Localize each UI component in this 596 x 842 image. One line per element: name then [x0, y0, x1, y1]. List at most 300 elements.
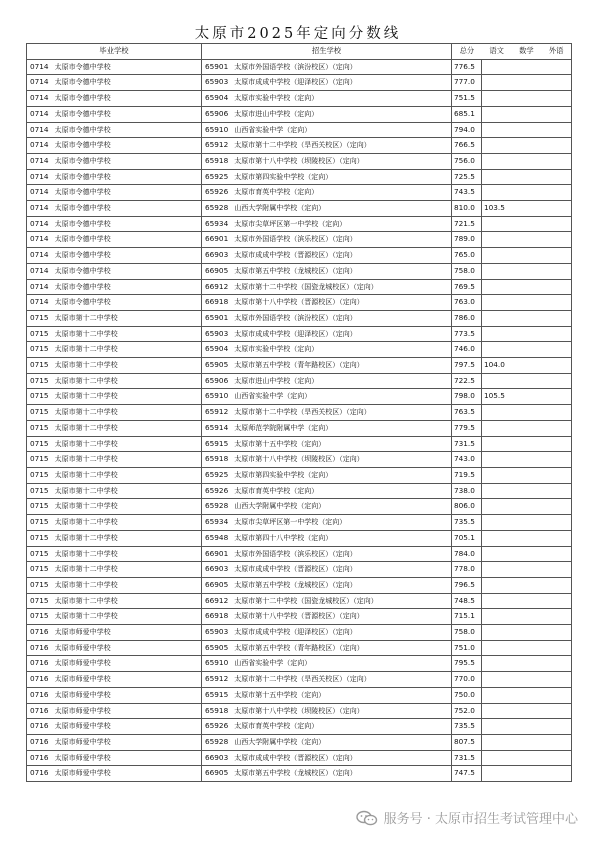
enrollment-school-code: 65928 — [205, 203, 229, 213]
table-row — [27, 687, 572, 703]
enrollment-school-code: 66903 — [205, 752, 229, 762]
graduation-school-name: 太原市第十二中学校 — [54, 533, 118, 542]
graduation-school-code: 0715 — [30, 375, 49, 385]
graduation-school-cell — [27, 452, 202, 468]
table-row — [27, 467, 572, 483]
table-row — [27, 672, 572, 688]
enrollment-school-name: 太原市育英中学校（定向） — [234, 486, 319, 495]
enrollment-school-code: 65918 — [205, 705, 229, 715]
graduation-school-name: 太原市第十二中学校 — [54, 596, 118, 605]
table-row — [27, 106, 572, 122]
enrollment-school-name: 太原市第十五中学校（定向） — [234, 690, 326, 699]
graduation-school-code: 0714 — [30, 171, 49, 181]
graduation-school-cell — [27, 640, 202, 656]
graduation-school-name: 太原市师爱中学校 — [54, 706, 111, 715]
enrollment-school-name: 太原市外国语学校（滨乐校区）（定向） — [234, 235, 357, 244]
enrollment-school-name: 太原市外国语学校（滨乐校区）（定向） — [234, 549, 357, 558]
graduation-school-name: 太原市令德中学校 — [54, 94, 111, 103]
total-score: 770.0 — [452, 672, 482, 688]
enrollment-school-name: 太原市第十五中学校（定向） — [234, 439, 326, 448]
table-row — [27, 452, 572, 468]
chinese-score — [482, 106, 572, 122]
enrollment-school-cell — [202, 373, 452, 389]
enrollment-school-name: 太原市第五中学校（青年路校区）（定向） — [234, 361, 364, 370]
chinese-score — [482, 766, 572, 782]
table-row — [27, 279, 572, 295]
chinese-score — [482, 232, 572, 248]
chinese-score — [482, 326, 572, 342]
total-score: 769.5 — [452, 279, 482, 295]
enrollment-school-cell — [202, 59, 452, 75]
chinese-score: 103.5 — [482, 201, 572, 217]
enrollment-school-cell — [202, 389, 452, 405]
enrollment-school-cell — [202, 766, 452, 782]
chinese-score — [482, 185, 572, 201]
graduation-school-code: 0714 — [30, 250, 49, 260]
enrollment-school-cell — [202, 295, 452, 311]
enrollment-school-cell — [202, 656, 452, 672]
graduation-school-cell — [27, 483, 202, 499]
graduation-school-name: 太原市第十二中学校 — [54, 502, 118, 511]
graduation-school-cell — [27, 625, 202, 641]
enrollment-school-code: 65912 — [205, 407, 229, 417]
chinese-score — [482, 719, 572, 735]
table-row — [27, 310, 572, 326]
graduation-school-cell — [27, 436, 202, 452]
graduation-school-name: 太原市第十二中学校 — [54, 423, 118, 432]
table-row — [27, 248, 572, 264]
graduation-school-name: 太原市第十二中学校 — [54, 565, 118, 574]
graduation-school-cell — [27, 342, 202, 358]
enrollment-school-code: 66912 — [205, 595, 229, 605]
total-score: 807.5 — [452, 734, 482, 750]
table-row — [27, 515, 572, 531]
total-score: 746.0 — [452, 342, 482, 358]
total-score: 786.0 — [452, 310, 482, 326]
graduation-school-code: 0714 — [30, 140, 49, 150]
graduation-school-code: 0716 — [30, 674, 49, 684]
enrollment-school-cell — [202, 687, 452, 703]
graduation-school-name: 太原市师爱中学校 — [54, 628, 111, 637]
graduation-school-cell — [27, 530, 202, 546]
graduation-school-code: 0716 — [30, 721, 49, 731]
graduation-school-code: 0715 — [30, 360, 49, 370]
graduation-school-cell — [27, 656, 202, 672]
enrollment-school-name: 太原市第四实验中学校（定向） — [234, 172, 333, 181]
enrollment-school-name: 太原市第十二中学校（旱西关校区）（定向） — [234, 675, 371, 684]
graduation-school-code: 0716 — [30, 705, 49, 715]
graduation-school-cell — [27, 59, 202, 75]
enrollment-school-name: 太原市实验中学校（定向） — [234, 345, 319, 354]
enrollment-school-name: 太原市成成中学校（迎泽校区）（定向） — [234, 329, 357, 338]
total-score: 731.5 — [452, 750, 482, 766]
table-row — [27, 593, 572, 609]
total-score: 798.0 — [452, 389, 482, 405]
enrollment-school-cell — [202, 420, 452, 436]
total-score: 806.0 — [452, 499, 482, 515]
enrollment-school-code: 66905 — [205, 265, 229, 275]
chinese-score — [482, 452, 572, 468]
enrollment-school-cell — [202, 436, 452, 452]
enrollment-school-code: 65903 — [205, 627, 229, 637]
graduation-school-cell — [27, 310, 202, 326]
enrollment-school-cell — [202, 734, 452, 750]
chinese-score — [482, 122, 572, 138]
enrollment-school-code: 65901 — [205, 312, 229, 322]
total-score: 756.0 — [452, 153, 482, 169]
page-title: 太原市2025年定向分数线 — [194, 26, 402, 42]
graduation-school-code: 0715 — [30, 579, 49, 589]
graduation-school-cell — [27, 295, 202, 311]
graduation-school-name: 太原市第十二中学校 — [54, 376, 118, 385]
enrollment-school-name: 太原市第十八中学校（坝陵校区）（定向） — [234, 706, 364, 715]
enrollment-school-name: 太原市进山中学校（定向） — [234, 376, 319, 385]
graduation-school-name: 太原市师爱中学校 — [54, 659, 111, 668]
table-row — [27, 122, 572, 138]
total-score: 784.0 — [452, 546, 482, 562]
enrollment-school-name: 太原市成成中学校（迎泽校区）（定向） — [234, 78, 357, 87]
graduation-school-cell — [27, 91, 202, 107]
chinese-score — [482, 562, 572, 578]
enrollment-school-name: 山西大学附属中学校（定向） — [234, 502, 326, 511]
graduation-school-cell — [27, 750, 202, 766]
table-row — [27, 201, 572, 217]
graduation-school-code: 0716 — [30, 658, 49, 668]
enrollment-school-name: 太原市育英中学校（定向） — [234, 722, 319, 731]
chinese-score — [482, 546, 572, 562]
enrollment-school-code: 66901 — [205, 548, 229, 558]
enrollment-school-name: 太原市第四实验中学校（定向） — [234, 470, 333, 479]
graduation-school-cell — [27, 467, 202, 483]
enrollment-school-code: 65948 — [205, 532, 229, 542]
graduation-school-name: 太原市师爱中学校 — [54, 753, 111, 762]
graduation-school-cell — [27, 138, 202, 154]
total-score: 722.5 — [452, 373, 482, 389]
graduation-school-cell — [27, 672, 202, 688]
graduation-school-code: 0714 — [30, 187, 49, 197]
table-row — [27, 766, 572, 782]
enrollment-school-name: 太原市第四十八中学校（定向） — [234, 533, 333, 542]
total-score: 705.1 — [452, 530, 482, 546]
chinese-score — [482, 405, 572, 421]
graduation-school-name: 太原市第十二中学校 — [54, 345, 118, 354]
enrollment-school-name: 太原市尖草坪区第一中学校（定向） — [234, 518, 347, 527]
enrollment-school-cell — [202, 546, 452, 562]
graduation-school-name: 太原市师爱中学校 — [54, 643, 111, 652]
graduation-school-code: 0715 — [30, 438, 49, 448]
table-row — [27, 153, 572, 169]
graduation-school-code: 0715 — [30, 391, 49, 401]
graduation-school-code: 0715 — [30, 564, 49, 574]
enrollment-school-code: 65918 — [205, 155, 229, 165]
graduation-school-name: 太原市第十二中学校 — [54, 580, 118, 589]
enrollment-school-code: 65903 — [205, 328, 229, 338]
total-score: 779.5 — [452, 420, 482, 436]
graduation-school-code: 0714 — [30, 61, 49, 71]
chinese-score — [482, 640, 572, 656]
enrollment-school-cell — [202, 169, 452, 185]
graduation-school-name: 太原市师爱中学校 — [54, 722, 111, 731]
header-total: 总分 — [459, 46, 475, 55]
enrollment-school-code: 66903 — [205, 564, 229, 574]
table-row — [27, 232, 572, 248]
total-score: 715.1 — [452, 609, 482, 625]
enrollment-school-name: 山西省实验中学（定向） — [234, 659, 312, 668]
enrollment-school-code: 65934 — [205, 218, 229, 228]
enrollment-school-cell — [202, 483, 452, 499]
enrollment-school-cell — [202, 719, 452, 735]
chinese-score — [482, 153, 572, 169]
enrollment-school-cell — [202, 122, 452, 138]
graduation-school-code: 0715 — [30, 501, 49, 511]
graduation-school-name: 太原市令德中学校 — [54, 188, 111, 197]
enrollment-school-cell — [202, 326, 452, 342]
total-score: 796.5 — [452, 577, 482, 593]
header-english: 外语 — [548, 46, 564, 55]
enrollment-school-code: 66918 — [205, 611, 229, 621]
enrollment-school-code: 65906 — [205, 375, 229, 385]
graduation-school-name: 太原市第十二中学校 — [54, 518, 118, 527]
enrollment-school-cell — [202, 248, 452, 264]
enrollment-school-code: 66918 — [205, 297, 229, 307]
graduation-school-code: 0714 — [30, 203, 49, 213]
total-score: 725.5 — [452, 169, 482, 185]
table-row — [27, 326, 572, 342]
graduation-school-name: 太原市令德中学校 — [54, 125, 111, 134]
graduation-school-name: 太原市第十二中学校 — [54, 439, 118, 448]
enrollment-school-name: 太原市第十八中学校（晋源校区）（定向） — [234, 612, 364, 621]
enrollment-school-code: 65918 — [205, 454, 229, 464]
graduation-school-cell — [27, 389, 202, 405]
total-score: 789.0 — [452, 232, 482, 248]
enrollment-school-code: 65905 — [205, 642, 229, 652]
chinese-score — [482, 656, 572, 672]
total-score: 738.0 — [452, 483, 482, 499]
table-body — [27, 59, 572, 781]
table-row — [27, 358, 572, 374]
graduation-school-code: 0714 — [30, 93, 49, 103]
enrollment-school-cell — [202, 405, 452, 421]
enrollment-school-code: 66903 — [205, 250, 229, 260]
graduation-school-cell — [27, 263, 202, 279]
table-row — [27, 577, 572, 593]
enrollment-school-name: 山西大学附属中学校（定向） — [234, 737, 326, 746]
total-score: 751.5 — [452, 91, 482, 107]
header-math: 数学 — [519, 46, 534, 55]
enrollment-school-cell — [202, 467, 452, 483]
chinese-score — [482, 687, 572, 703]
enrollment-school-code: 65926 — [205, 187, 229, 197]
enrollment-school-code: 65910 — [205, 391, 229, 401]
graduation-school-name: 太原市令德中学校 — [54, 266, 111, 275]
graduation-school-code: 0714 — [30, 281, 49, 291]
enrollment-school-code: 66912 — [205, 281, 229, 291]
graduation-school-cell — [27, 766, 202, 782]
enrollment-school-name: 山西省实验中学（定向） — [234, 125, 312, 134]
graduation-school-name: 太原市令德中学校 — [54, 78, 111, 87]
enrollment-school-cell — [202, 562, 452, 578]
graduation-school-cell — [27, 373, 202, 389]
graduation-school-code: 0716 — [30, 642, 49, 652]
chinese-score — [482, 577, 572, 593]
enrollment-school-cell — [202, 138, 452, 154]
graduation-school-code: 0715 — [30, 548, 49, 558]
graduation-school-name: 太原市第十二中学校 — [54, 361, 118, 370]
table-row — [27, 609, 572, 625]
enrollment-school-name: 太原市育英中学校（定向） — [234, 188, 319, 197]
graduation-school-name: 太原市第十二中学校 — [54, 313, 118, 322]
graduation-school-name: 太原市令德中学校 — [54, 298, 111, 307]
graduation-school-cell — [27, 593, 202, 609]
graduation-school-cell — [27, 232, 202, 248]
enrollment-school-code: 65926 — [205, 485, 229, 495]
enrollment-school-name: 太原市第五中学校（龙城校区）（定向） — [234, 580, 357, 589]
enrollment-school-name: 太原市第十八中学校（坝陵校区）（定向） — [234, 455, 364, 464]
enrollment-school-cell — [202, 185, 452, 201]
enrollment-school-cell — [202, 593, 452, 609]
chinese-score — [482, 593, 572, 609]
total-score: 750.0 — [452, 687, 482, 703]
table-row — [27, 483, 572, 499]
total-score: 731.5 — [452, 436, 482, 452]
table-row — [27, 625, 572, 641]
enrollment-school-name: 山西省实验中学（定向） — [234, 392, 312, 401]
enrollment-school-code: 65914 — [205, 422, 229, 432]
graduation-school-cell — [27, 562, 202, 578]
graduation-school-code: 0715 — [30, 454, 49, 464]
graduation-school-cell — [27, 216, 202, 232]
chinese-score — [482, 216, 572, 232]
enrollment-school-code: 65934 — [205, 517, 229, 527]
graduation-school-cell — [27, 201, 202, 217]
enrollment-school-name: 太原市实验中学校（定向） — [234, 94, 319, 103]
table-row — [27, 656, 572, 672]
table-row — [27, 216, 572, 232]
total-score: 735.5 — [452, 515, 482, 531]
graduation-school-cell — [27, 106, 202, 122]
graduation-school-cell — [27, 577, 202, 593]
graduation-school-code: 0716 — [30, 752, 49, 762]
enrollment-school-name: 太原市成成中学校（晋源校区）（定向） — [234, 251, 357, 260]
enrollment-school-name: 太原市第五中学校（龙城校区）（定向） — [234, 266, 357, 275]
total-score: 685.1 — [452, 106, 482, 122]
enrollment-school-name: 太原市进山中学校（定向） — [234, 109, 319, 118]
chinese-score — [482, 750, 572, 766]
graduation-school-name: 太原市令德中学校 — [54, 156, 111, 165]
graduation-school-code: 0715 — [30, 407, 49, 417]
enrollment-school-cell — [202, 310, 452, 326]
enrollment-school-code: 65904 — [205, 93, 229, 103]
graduation-school-name: 太原市第十二中学校 — [54, 329, 118, 338]
chinese-score — [482, 734, 572, 750]
graduation-school-name: 太原市第十二中学校 — [54, 549, 118, 558]
enrollment-school-cell — [202, 216, 452, 232]
total-score: 810.0 — [452, 201, 482, 217]
chinese-score — [482, 59, 572, 75]
total-score: 752.0 — [452, 703, 482, 719]
table-row — [27, 719, 572, 735]
chinese-score — [482, 248, 572, 264]
total-score: 794.0 — [452, 122, 482, 138]
chinese-score: 105.5 — [482, 389, 572, 405]
graduation-school-name: 太原市师爱中学校 — [54, 769, 111, 778]
enrollment-school-cell — [202, 750, 452, 766]
chinese-score — [482, 436, 572, 452]
graduation-school-cell — [27, 515, 202, 531]
graduation-school-code: 0714 — [30, 218, 49, 228]
enrollment-school-code: 65928 — [205, 501, 229, 511]
enrollment-school-cell — [202, 75, 452, 91]
graduation-school-cell — [27, 248, 202, 264]
enrollment-school-cell — [202, 106, 452, 122]
table-row — [27, 405, 572, 421]
enrollment-school-name: 太原市第十二中学校（国瓷龙城校区）（定向） — [234, 596, 378, 605]
enrollment-school-code: 66901 — [205, 234, 229, 244]
graduation-school-name: 太原市令德中学校 — [54, 204, 111, 213]
graduation-school-cell — [27, 185, 202, 201]
graduation-school-cell — [27, 122, 202, 138]
wechat-icon — [356, 810, 378, 826]
total-score: 721.5 — [452, 216, 482, 232]
watermark-text: 服务号 · 太原市招生考试管理中心 — [383, 812, 578, 827]
enrollment-school-cell — [202, 530, 452, 546]
enrollment-school-code: 65928 — [205, 736, 229, 746]
table-header-row — [27, 44, 572, 60]
table-row — [27, 91, 572, 107]
graduation-school-code: 0716 — [30, 689, 49, 699]
chinese-score — [482, 373, 572, 389]
table-row — [27, 530, 572, 546]
chinese-score — [482, 279, 572, 295]
table-row — [27, 138, 572, 154]
enrollment-school-cell — [202, 499, 452, 515]
chinese-score — [482, 499, 572, 515]
total-score: 758.0 — [452, 263, 482, 279]
chinese-score — [482, 625, 572, 641]
enrollment-school-name: 太原市第十二中学校（旱西关校区）（定向） — [234, 141, 371, 150]
graduation-school-code: 0714 — [30, 265, 49, 275]
enrollment-school-code: 65925 — [205, 469, 229, 479]
total-score: 747.5 — [452, 766, 482, 782]
chinese-score — [482, 515, 572, 531]
table-row — [27, 546, 572, 562]
enrollment-school-cell — [202, 625, 452, 641]
graduation-school-cell — [27, 75, 202, 91]
graduation-school-name: 太原市第十二中学校 — [54, 612, 118, 621]
graduation-school-cell — [27, 169, 202, 185]
total-score: 773.5 — [452, 326, 482, 342]
enrollment-school-code: 65915 — [205, 689, 229, 699]
total-score: 719.5 — [452, 467, 482, 483]
enrollment-school-code: 66905 — [205, 579, 229, 589]
chinese-score — [482, 672, 572, 688]
enrollment-school-cell — [202, 672, 452, 688]
enrollment-school-name: 太原市外国语学校（滨汾校区）（定向） — [234, 62, 357, 71]
enrollment-school-cell — [202, 452, 452, 468]
total-score: 751.0 — [452, 640, 482, 656]
graduation-school-cell — [27, 703, 202, 719]
enrollment-school-code: 65903 — [205, 77, 229, 87]
enrollment-school-cell — [202, 201, 452, 217]
graduation-school-cell — [27, 358, 202, 374]
chinese-score — [482, 420, 572, 436]
table-row — [27, 750, 572, 766]
enrollment-school-name: 太原市第五中学校（龙城校区）（定向） — [234, 769, 357, 778]
graduation-school-code: 0715 — [30, 485, 49, 495]
enrollment-school-name: 太原市外国语学校（滨汾校区）（定向） — [234, 313, 357, 322]
graduation-school-code: 0714 — [30, 297, 49, 307]
enrollment-school-cell — [202, 263, 452, 279]
